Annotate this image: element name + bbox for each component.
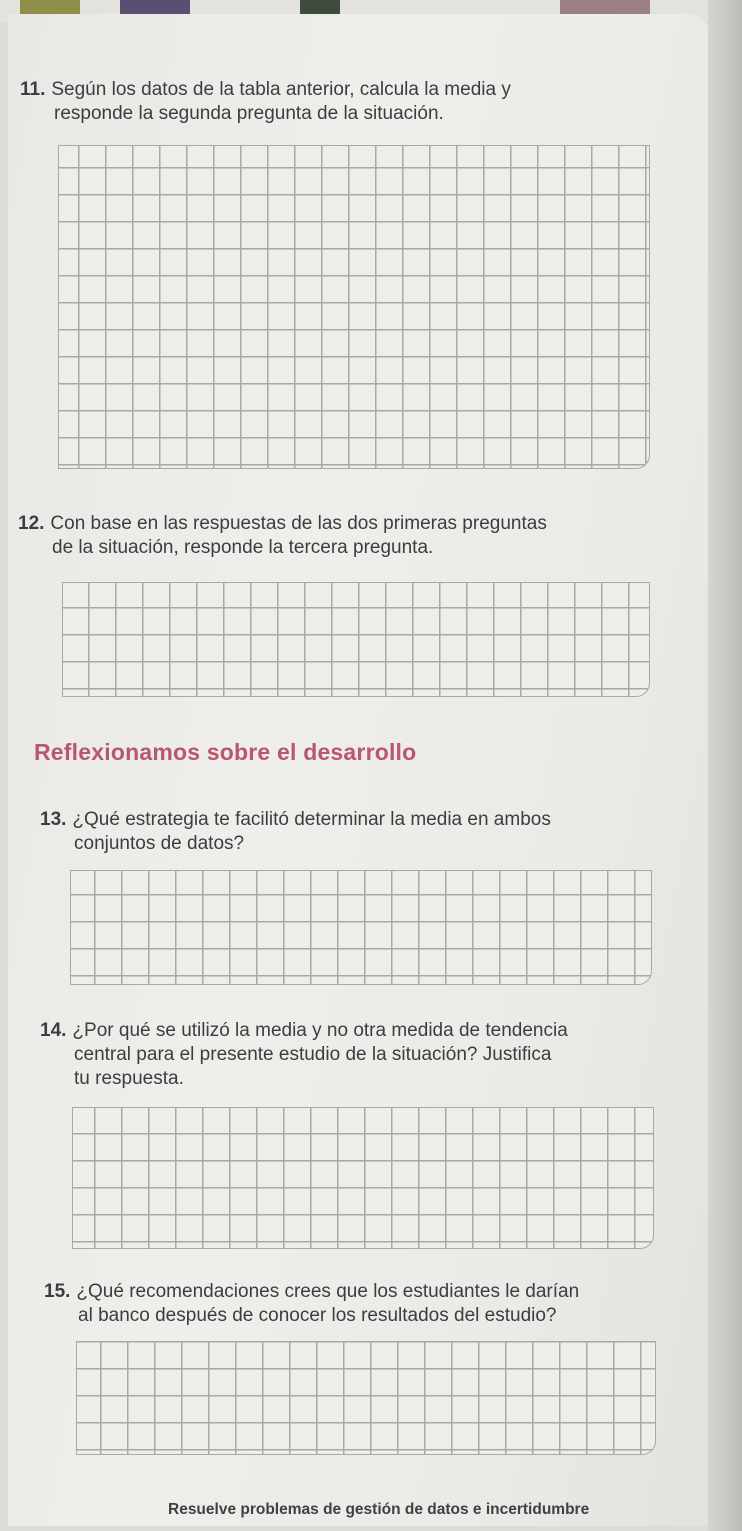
question-15 [44,1280,579,1328]
question-12 [18,512,547,560]
question-text: ¿Por qué se utilizó la media y no otra medida de tendencia [72,1020,568,1041]
question-text: Con base en las respuestas de las dos primeras preguntas [50,513,547,534]
answer-grid-15[interactable] [76,1341,656,1455]
question-text: responde la segunda pregunta de la situación. [54,103,444,124]
color-tab [300,0,340,14]
question-text: ¿Qué recomendaciones crees que los estudiantes le darían [76,1281,580,1302]
answer-grid-12[interactable] [62,582,650,697]
color-tab [120,0,190,14]
section-title: Reflexionamos sobre el desarrollo [34,739,417,765]
answer-grid-14[interactable] [72,1107,654,1249]
question-text: central para el presente estudio de la situación? Justifica [74,1044,552,1065]
question-number: 12. [18,513,45,534]
question-number: 13. [40,809,67,830]
question-14 [40,1019,568,1091]
page-edge [708,0,742,1531]
question-11 [20,78,511,126]
question-text: ¿Qué estrategia te facilitó determinar la media en ambos [72,809,551,830]
question-text: al banco después de conocer los resultados del estudio? [78,1305,557,1326]
color-tab [560,0,650,14]
answer-grid-11[interactable] [58,145,650,469]
color-tab [20,0,80,14]
page-footer: Resuelve problemas de gestión de datos e incertidumbre [168,1501,590,1518]
question-text: Según los datos de la tabla anterior, calcula la media y [51,79,511,100]
question-text: tu respuesta. [74,1068,184,1089]
question-number: 11. [20,79,46,100]
question-13 [40,808,551,856]
question-text: de la situación, responde la tercera pregunta. [52,537,434,558]
answer-grid-13[interactable] [70,870,652,985]
question-number: 14. [40,1020,67,1041]
question-number: 15. [44,1281,71,1302]
question-text: conjuntos de datos? [74,833,245,854]
